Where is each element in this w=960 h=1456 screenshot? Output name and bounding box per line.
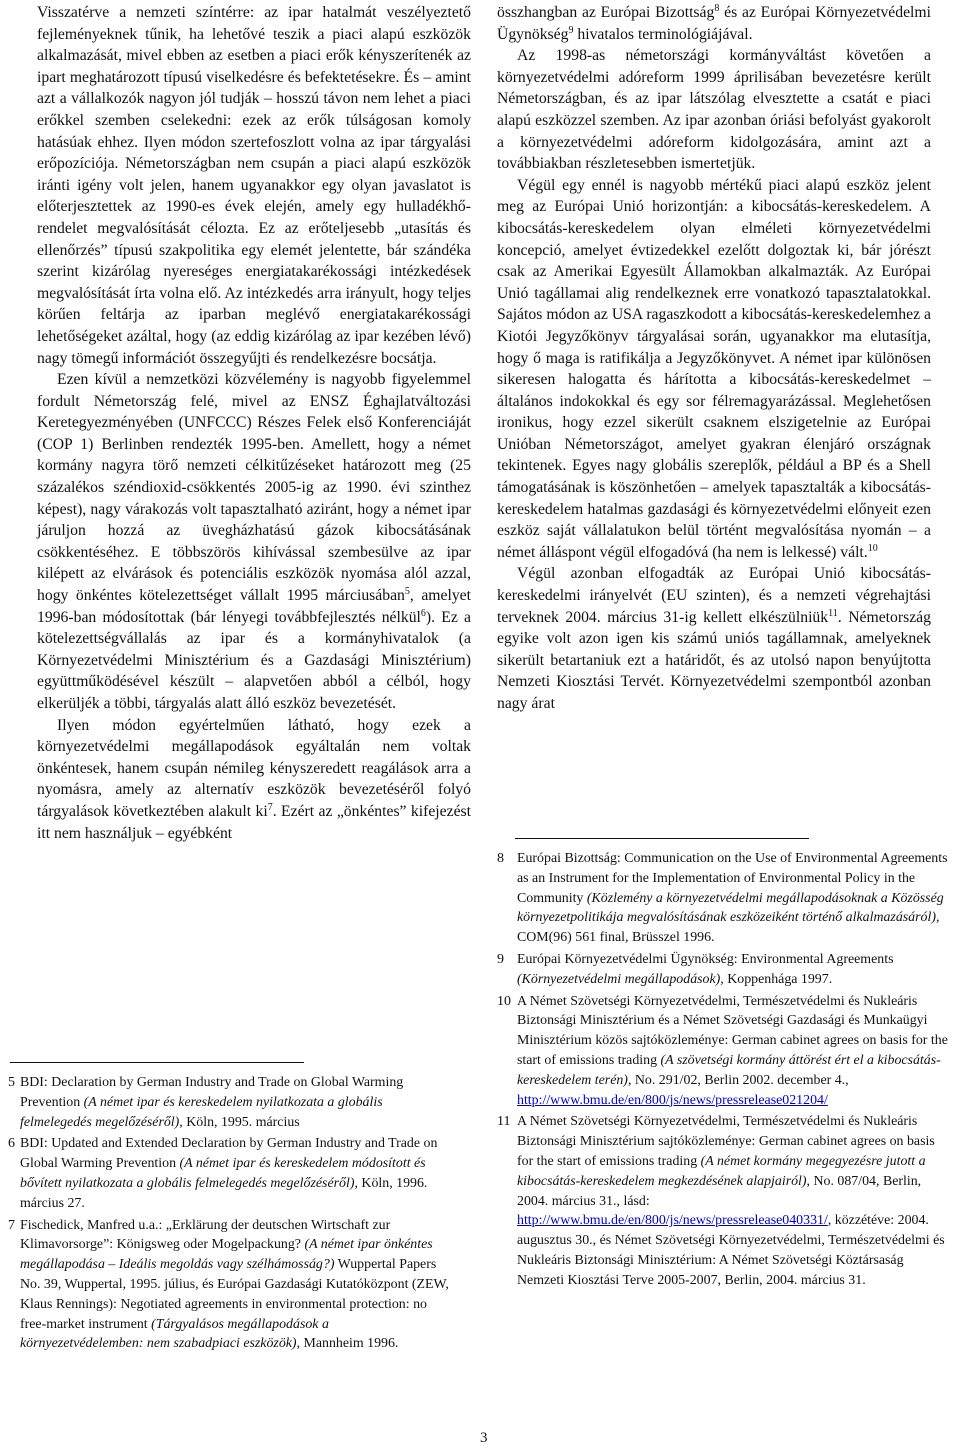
page-number: 3 — [480, 1430, 488, 1446]
footnote-11 — [497, 1112, 953, 1290]
right-paragraph: Végül azonban elfogadták az Európai Unió kibocsátás-kereskedelmi irányelvét (EU szinten), és a nemzeti végrehajtási terveknek 2004. március 31-ig kellett elkészülniük$^{11}$. Németország egyike volt azon igen kis számú uniós tagállamnak, amelyeknek sikerült betartaniuk ezt a határidőt, és az utolsó napon benyújtotta Nemzeti Kiosztási Tervét. Környezetvédelmi szempontból azonban nagy árat — [497, 565, 931, 712]
italic-text: (Környezetvédelmi megállapodások) — [517, 971, 721, 987]
right-column — [497, 2, 931, 715]
footnote-text: A Német Szövetségi Környezetvédelmi, Természetvédelmi és Nukleáris Biztonsági Minisztérium és a Német Szövetségi Gazdasági és Munkaügyi Minisztérium közös sajtóközleménye: German cabinet agrees on basis for the start of emissions trading (A szövetségi kormány áttörést ért el a kibocsátás-kereskedelem terén), No. 291/02, Berlin 2002. december 4., http://www.bmu.de/en/800/js/news/pressrelease021204/ — [517, 993, 948, 1108]
right-paragraph: Az 1998-as németországi kormányváltást követően a környezetvédelmi adóreform 1999 áprilisában bevezetésre került Németországban, és az ipar látszólag elvesztette a csatát e piaci alapú eszközzel szemben. Az ipar azonban óriási befolyást gyakorolt a környezetvédelmi adóreform kidolgozására, amint azt a továbbiakban részletesebben ismertetjük. — [497, 47, 931, 173]
footnote-number: 9 — [497, 951, 504, 967]
footnote-text: Fischedick, Manfred u.a.: „Erklärung der deutschen Wirtschaft zur Klimavorsorge”: Königsweg oder Mogelpackung? (A német ipar önkéntes megállapodása – Ideális megoldás vagy szélhámosság?) Wuppertal Papers No. 39, Wuppertal, 1995. július, és Európai Gazdasági Kutatóközpont (ZEW, Klaus Rennings): Negotiated agreements in environmental protection: no free-market instrument (Tárgyalásos megállapodások a környezetvédelemben: nem szabadpiaci eszközök), Mannheim 1996. — [20, 1217, 449, 1352]
url-link[interactable]: http://www.bmu.de/en/800/js/news/pressrelease021204/ — [517, 1092, 828, 1108]
footnote-7 — [8, 1216, 454, 1355]
footnote-text: BDI: Updated and Extended Declaration by German Industry and Trade on Global Warming Prevention (A német ipar és kereskedelem módosított és bővített nyilatkozata a globális felmelegedés megelőzéséről), Köln, 1996. március 27. — [20, 1136, 438, 1211]
footnote-rule — [515, 838, 809, 839]
footnote-number: 8 — [497, 851, 504, 866]
footnote-number: 10 — [497, 993, 511, 1009]
footnote-text: A Német Szövetségi Környezetvédelmi, Természetvédelmi és Nukleáris Biztonsági Minisztérium sajtóközleménye: German cabinet agrees on basis for the start of emissions trading (A német kormány megegyezésre jutott a kibocsátás-kereskedelem megkezdésének alapjairól), No. 087/04, Berlin, 2004. március 31., lásd: http://www.bmu.de/en/800/js/news/pressrelease040331/, közzétéve: 2004. augusztus 30., és Német Szövetségi Környezetvédelmi, Természetvédelmi és Nukleáris Biztonsági Minisztérium: A Német Szövetségi Köztársaság Nemzeti Kiosztási Terve 2005-2007, Berlin, 2004. március 31. — [517, 1114, 945, 1288]
footnote-number: 7 — [8, 1217, 15, 1233]
footnote-6 — [8, 1134, 454, 1213]
footnote-text: Európai Környezetvédelmi Ügynökség: Environmental Agreements (Környezetvédelmi megállapodások), Koppenhága 1997. — [517, 951, 894, 987]
footnote-text: BDI: Declaration by German Industry and Trade on Global Warming Prevention (A német ipar és kereskedelem nyilatkozata a globális felmelegedés megelőzéséről), Köln, 1995. március — [20, 1075, 404, 1130]
footnote-rule — [10, 1062, 304, 1063]
left-column — [37, 2, 471, 844]
footnote-reference: 9 — [568, 24, 574, 36]
footnote-8 — [497, 849, 953, 948]
footnote-number: 6 — [8, 1136, 15, 1152]
footnote-reference: 5 — [404, 585, 410, 597]
footnote-reference: 6 — [420, 607, 426, 619]
italic-text: (A német ipar és kereskedelem nyilatkozata a globális felmelegedés megelőzéséről) — [20, 1094, 383, 1130]
footnote-reference: 8 — [714, 2, 720, 14]
footnote-reference: 11 — [828, 607, 838, 619]
right-paragraph: Végül egy ennél is nagyobb mértékű piaci alapú eszköz jelent meg az Európai Unió horizontján: a kibocsátás-kereskedelem. A kibocsátás-kereskedelem olyan elméleti környezetvédelmi koncepció, amelyet évtizedekkel ezelőtt dolgoztak ki, bár jórészt csak az Amerikai Egyesült Államokban alkalmazták. Az Európai Unió tagállamai alig rendelkeznek erre vonatkozó tapasztalatokkal. Sajátos módon az USA ragaszkodott a kibocsátás-kereskedelemhez a Kiotói Jegyzőkönyv tárgyalásai során, ugyanakkor ma elutasítja, hogy ő maga is ratifikálja a Jegyzőkönyvet. A német ipar különösen sikeresen halogatta és hárította a kibocsátás-kereskedelmet – általános indokokkal és egy sor félremagyarázással. Meglehetősen ironikus, hogy ezzel sikerült csaknem elszigetelnie az Európai Unióban Németországot, amelyet gyakran élenjáró országnak tekintenek. Egyes nagy globális szereplők, például a BP és a Shell támogatásának is köszönhetően – amelyek tapasztalták a kibocsátás-kereskedelem hatalmas gazdasági és környezetvédelmi előnyeit ezen eszköz saját vállalatukon belül történt megvalósítása nyomán – a német álláspont végül elfogadóvá (ha nem is lelkessé) vált.$^{10}$ — [497, 176, 931, 561]
left-paragraph: Visszatérve a nemzeti színtérre: az ipar hatalmát veszélyeztető fejleményeknek tűnik, ha lehetővé teszik a piaci alapú eszközök alkalmazását, mivel ebben az esetben a piaci erők kényszerítenék az ipart meghatározott típusú viselkedésre és befektetésekre. És – amint azt a vállalkozók nagyon jól tudják – hosszú távon nem lehet a piaci erőkkel szemben cselekedni: ezek az erők túlságosan komoly hatásúak ehhez. Ilyen módon szertefoszlott volna az ipar tárgyalási erőpozíciója. Németországban nem csupán a piaci alapú eszközök iránti igény volt jelen, hanem ugyanakkor egy olyan javaslatot is előterjesztettek az 1990-es évek elején, amely egy hulladékhő-rendelet megvalósítását célozta. Ez az erőteljesebb „utasítás és ellenőrzés” típusú szakpolitika egy elemét jelentette, bár szándéka szerint kizárólag nyereséges energiatakarékossági intézkedések megvalósítását írta volna elő. Az intézkedés arra irányult, hogy teljes körűen feltárja az iparban meglévő energiatakarékossági lehetőségeket azáltal, hogy (az eddig kizárólag az ipar kezében lévő) nagy tömegű információt összegyűjti és rendelkezésre bocsátja. — [37, 4, 471, 367]
footnote-reference: 10 — [867, 542, 878, 554]
left-paragraph: Ilyen módon egyértelműen látható, hogy ezek a környezetvédelmi megállapodások egyáltalán nem voltak önkéntesek, hanem csupán némileg kényszeredett reagálások arra a nyomásra, amely az alternatív eszközök bevezetéséről folyó tárgyalások következtében alakult $ki^7$. Ezért az „önkéntes” kifejezést itt nem használjuk – egyébként — [37, 716, 472, 842]
italic-text: (A szövetségi kormány áttörést ért el a kibocsátás-kereskedelem terén) — [517, 1052, 941, 1088]
footnotes-right — [497, 838, 953, 1293]
italic-text: (A német ipar önkéntes megállapodása – Ideális megoldás vagy szélhámosság?) — [20, 1237, 433, 1273]
footnote-number: 5 — [8, 1075, 15, 1090]
italic-text: (A német ipar és kereskedelem módosított és bővített nyilatkozata a globális felmelegedés megelőzéséről) — [20, 1156, 426, 1191]
url-link[interactable]: http://www.bmu.de/en/800/js/news/pressrelease040331/ — [517, 1213, 828, 1229]
italic-text: (Közlemény a környezetvédelmi megállapodásoknak a Közösség környezetpolitikája megvalósításának eszközeiként történő alkalmazásáról) — [517, 890, 944, 926]
right-paragraph: összhangban az Európai Bizottság$^8$ és az Európai Környezetvédelmi Ügynökség$^9$ hivatalos terminológiájával. — [497, 2, 931, 43]
footnote-number: 11 — [497, 1114, 511, 1130]
footnote-10 — [497, 992, 953, 1111]
footnotes-left — [8, 1062, 454, 1356]
italic-text: (Tárgyalásos megállapodások a környezetvédelemben: nem szabadpiaci eszközök) — [20, 1316, 329, 1352]
italic-text: (A német kormány megegyezésre jutott a kibocsátás-kereskedelem megkezdésének alapjairól) — [517, 1153, 926, 1189]
footnote-5 — [8, 1073, 454, 1132]
footnote-text: Európai Bizottság: Communication on the Use of Environmental Agreements as an Instrument for the Implementation of Environmental Policy in the Community (Közlemény a környezetvédelmi megállapodásoknak a Közösség környezetpolitikája megvalósításának eszközeiként történő alkalmazásáról), COM(96) 561 final, Brüsszel 1996. — [517, 851, 948, 946]
footnote-9 — [497, 950, 953, 990]
left-paragraph: Ezen kívül a nemzetközi közvélemény is nagyobb figyelemmel fordult Németország felé, mivel az ENSZ Éghajlatváltozási Keretegyezményében (UNFCCC) Részes Felek első Konferenciáját (COP 1) Berlinben rendezték 1995-ben. Amellett, hogy a német kormány nagyra törő nemzeti célkitűzéseket határozott meg (25 százalékos széndioxid-csökkentés 2005-ig az 1990. évi szinthez képest), nagy várakozás volt tapasztalható aziránt, hogy a német ipar járuljon hozzá az üvegházhatású gázok kibocsátásának csökkentéséhez. E többszörös kihívással szembesülve az ipar kilépett az elvárások és potenciális eszközök nyomása alól azzal, hogy önkéntes kötelezettséget vállalt 1995 márciusában$^5$, amelyet 1996-ban módosítottak (bár lényegi továbbfejlesztés nélkül$^6$). Ez a kötelezettségvállalás az ipar és a kormányhivatalok (a Környezetvédelmi Minisztérium és a Gazdasági Minisztérium) együttműködésével készült – alapvetően abból a célból, hogy elkerüljék a többi, tárgyalás alatt álló eszköz bevezetését. — [37, 371, 472, 712]
footnote-reference: 7 — [267, 801, 273, 813]
